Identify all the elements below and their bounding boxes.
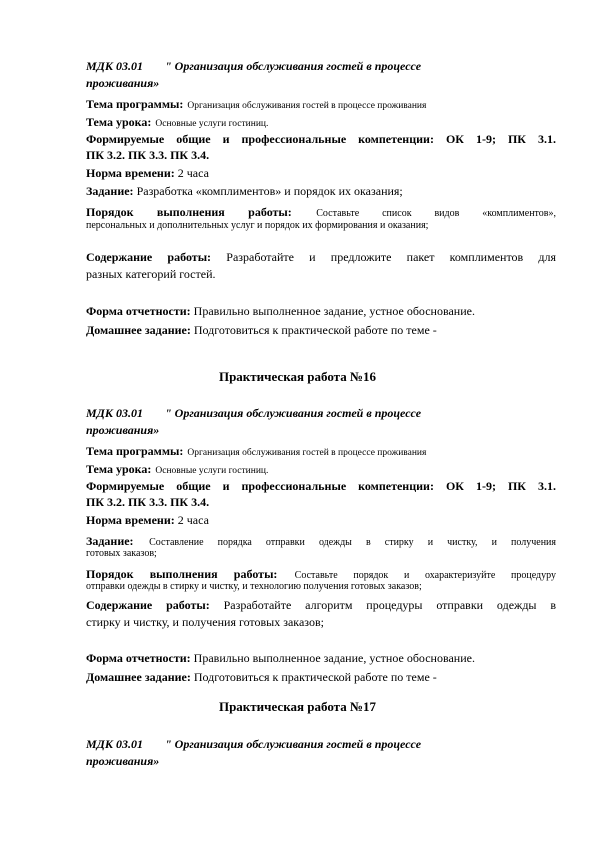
competencies-label: Формируемые общие и профессиональные компетенции:: [86, 132, 434, 146]
lesson-topic-line: [86, 461, 556, 477]
procedure-label: Порядок выполнения работы:: [86, 567, 278, 581]
competencies-label: Формируемые общие и профессиональные компетенции:: [86, 479, 434, 493]
mdk-title-line2: проживания»: [86, 76, 160, 90]
time-line: [86, 167, 556, 179]
task-label: Задание:: [86, 534, 134, 548]
lesson-label: Тема урока:: [86, 115, 152, 129]
content-text: Разработайте алгоритм процедуры отправки одежды в: [223, 598, 556, 612]
report-value: Правильно выполненное задание, устное обоснование.: [193, 304, 475, 318]
content-label: Содержание работы:: [86, 598, 210, 612]
mdk-title: " Организация обслуживания гостей в процессе: [165, 59, 422, 73]
report-line: [86, 305, 556, 317]
content-line2: разных категорий гостей.: [86, 267, 216, 281]
mdk-code: МДК 03.01: [86, 737, 144, 751]
time-label: Норма времени:: [86, 513, 175, 527]
competencies-line2: ПК 3.2. ПК 3.3. ПК 3.4.: [86, 148, 210, 162]
procedure-line2: отправки одежды в стирку и чистку, и технологию получения готовых заказов;: [86, 581, 422, 592]
content-line1: [86, 251, 556, 263]
homework-label: Домашнее задание:: [86, 670, 191, 684]
heading-practical-16: Практическая работа №16: [218, 369, 377, 384]
procedure-line1: [86, 566, 556, 582]
mdk-title: " Организация обслуживания гостей в процессе: [165, 737, 422, 751]
task-text: Составление порядка отправки одежды в стирку и чистку, и получения: [149, 537, 557, 548]
content-label: Содержание работы:: [86, 250, 212, 264]
report-label: Форма отчетности:: [86, 651, 191, 665]
program-topic-line: [86, 443, 556, 459]
mdk-title-line2: проживания»: [86, 423, 160, 437]
task-value: Разработка «комплиментов» и порядок их оказания;: [136, 184, 403, 198]
report-label: Форма отчетности:: [86, 304, 191, 318]
task-line: [86, 185, 556, 197]
task-label: Задание:: [86, 184, 134, 198]
mdk-header-line1: [86, 60, 556, 72]
time-line: [86, 514, 556, 526]
program-topic-line: [86, 96, 556, 112]
report-line: [86, 652, 556, 664]
program-label: Тема программы:: [86, 444, 184, 458]
competencies-line1: [86, 133, 556, 145]
program-label: Тема программы:: [86, 97, 184, 111]
content-line1: [86, 599, 556, 611]
lesson-topic-line: [86, 114, 556, 130]
homework-value: Подготовиться к практической работе по теме -: [193, 670, 437, 684]
program-value: Организация обслуживания гостей в процессе проживания: [187, 448, 427, 458]
procedure-label: Порядок выполнения работы:: [86, 205, 292, 219]
mdk-title: " Организация обслуживания гостей в процессе: [165, 406, 422, 420]
competencies-line2: ПК 3.2. ПК 3.3. ПК 3.4.: [86, 495, 210, 509]
time-value: 2 часа: [177, 513, 209, 527]
mdk-code: МДК 03.01: [86, 59, 144, 73]
lesson-label: Тема урока:: [86, 462, 152, 476]
report-value: Правильно выполненное задание, устное обоснование.: [193, 651, 475, 665]
procedure-text: Составьте список видов «комплиментов»,: [316, 208, 557, 219]
task-line2: готовых заказов;: [86, 548, 157, 559]
homework-line: [86, 324, 556, 336]
procedure-line1: [86, 204, 556, 220]
content-text: Разработайте и предложите пакет комплиментов для: [226, 250, 557, 264]
time-value: 2 часа: [177, 166, 209, 180]
mdk-header-line1: [86, 407, 556, 419]
competencies-value: ОК 1-9; ПК 3.1.: [445, 479, 557, 493]
mdk-code: МДК 03.01: [86, 406, 144, 420]
homework-line: [86, 671, 556, 683]
homework-label: Домашнее задание:: [86, 323, 191, 337]
procedure-line2: персональных и дополнительных услуг и порядок их формирования и оказания;: [86, 220, 429, 231]
mdk-header-line1: [86, 738, 556, 750]
task-line1: [86, 533, 556, 549]
heading-practical-17: Практическая работа №17: [218, 699, 377, 714]
competencies-value: ОК 1-9; ПК 3.1.: [445, 132, 557, 146]
lesson-value: Основные услуги гостиниц.: [155, 119, 269, 129]
program-value: Организация обслуживания гостей в процессе проживания: [187, 101, 427, 111]
procedure-text: Составьте порядок и охарактеризуйте процедуру: [294, 570, 557, 581]
competencies-line1: [86, 480, 556, 492]
time-label: Норма времени:: [86, 166, 175, 180]
homework-value: Подготовиться к практической работе по теме -: [193, 323, 437, 337]
mdk-title-line2: проживания»: [86, 754, 160, 768]
lesson-value: Основные услуги гостиниц.: [155, 466, 269, 476]
content-line2: стирку и чистку, и получения готовых заказов;: [86, 615, 324, 629]
